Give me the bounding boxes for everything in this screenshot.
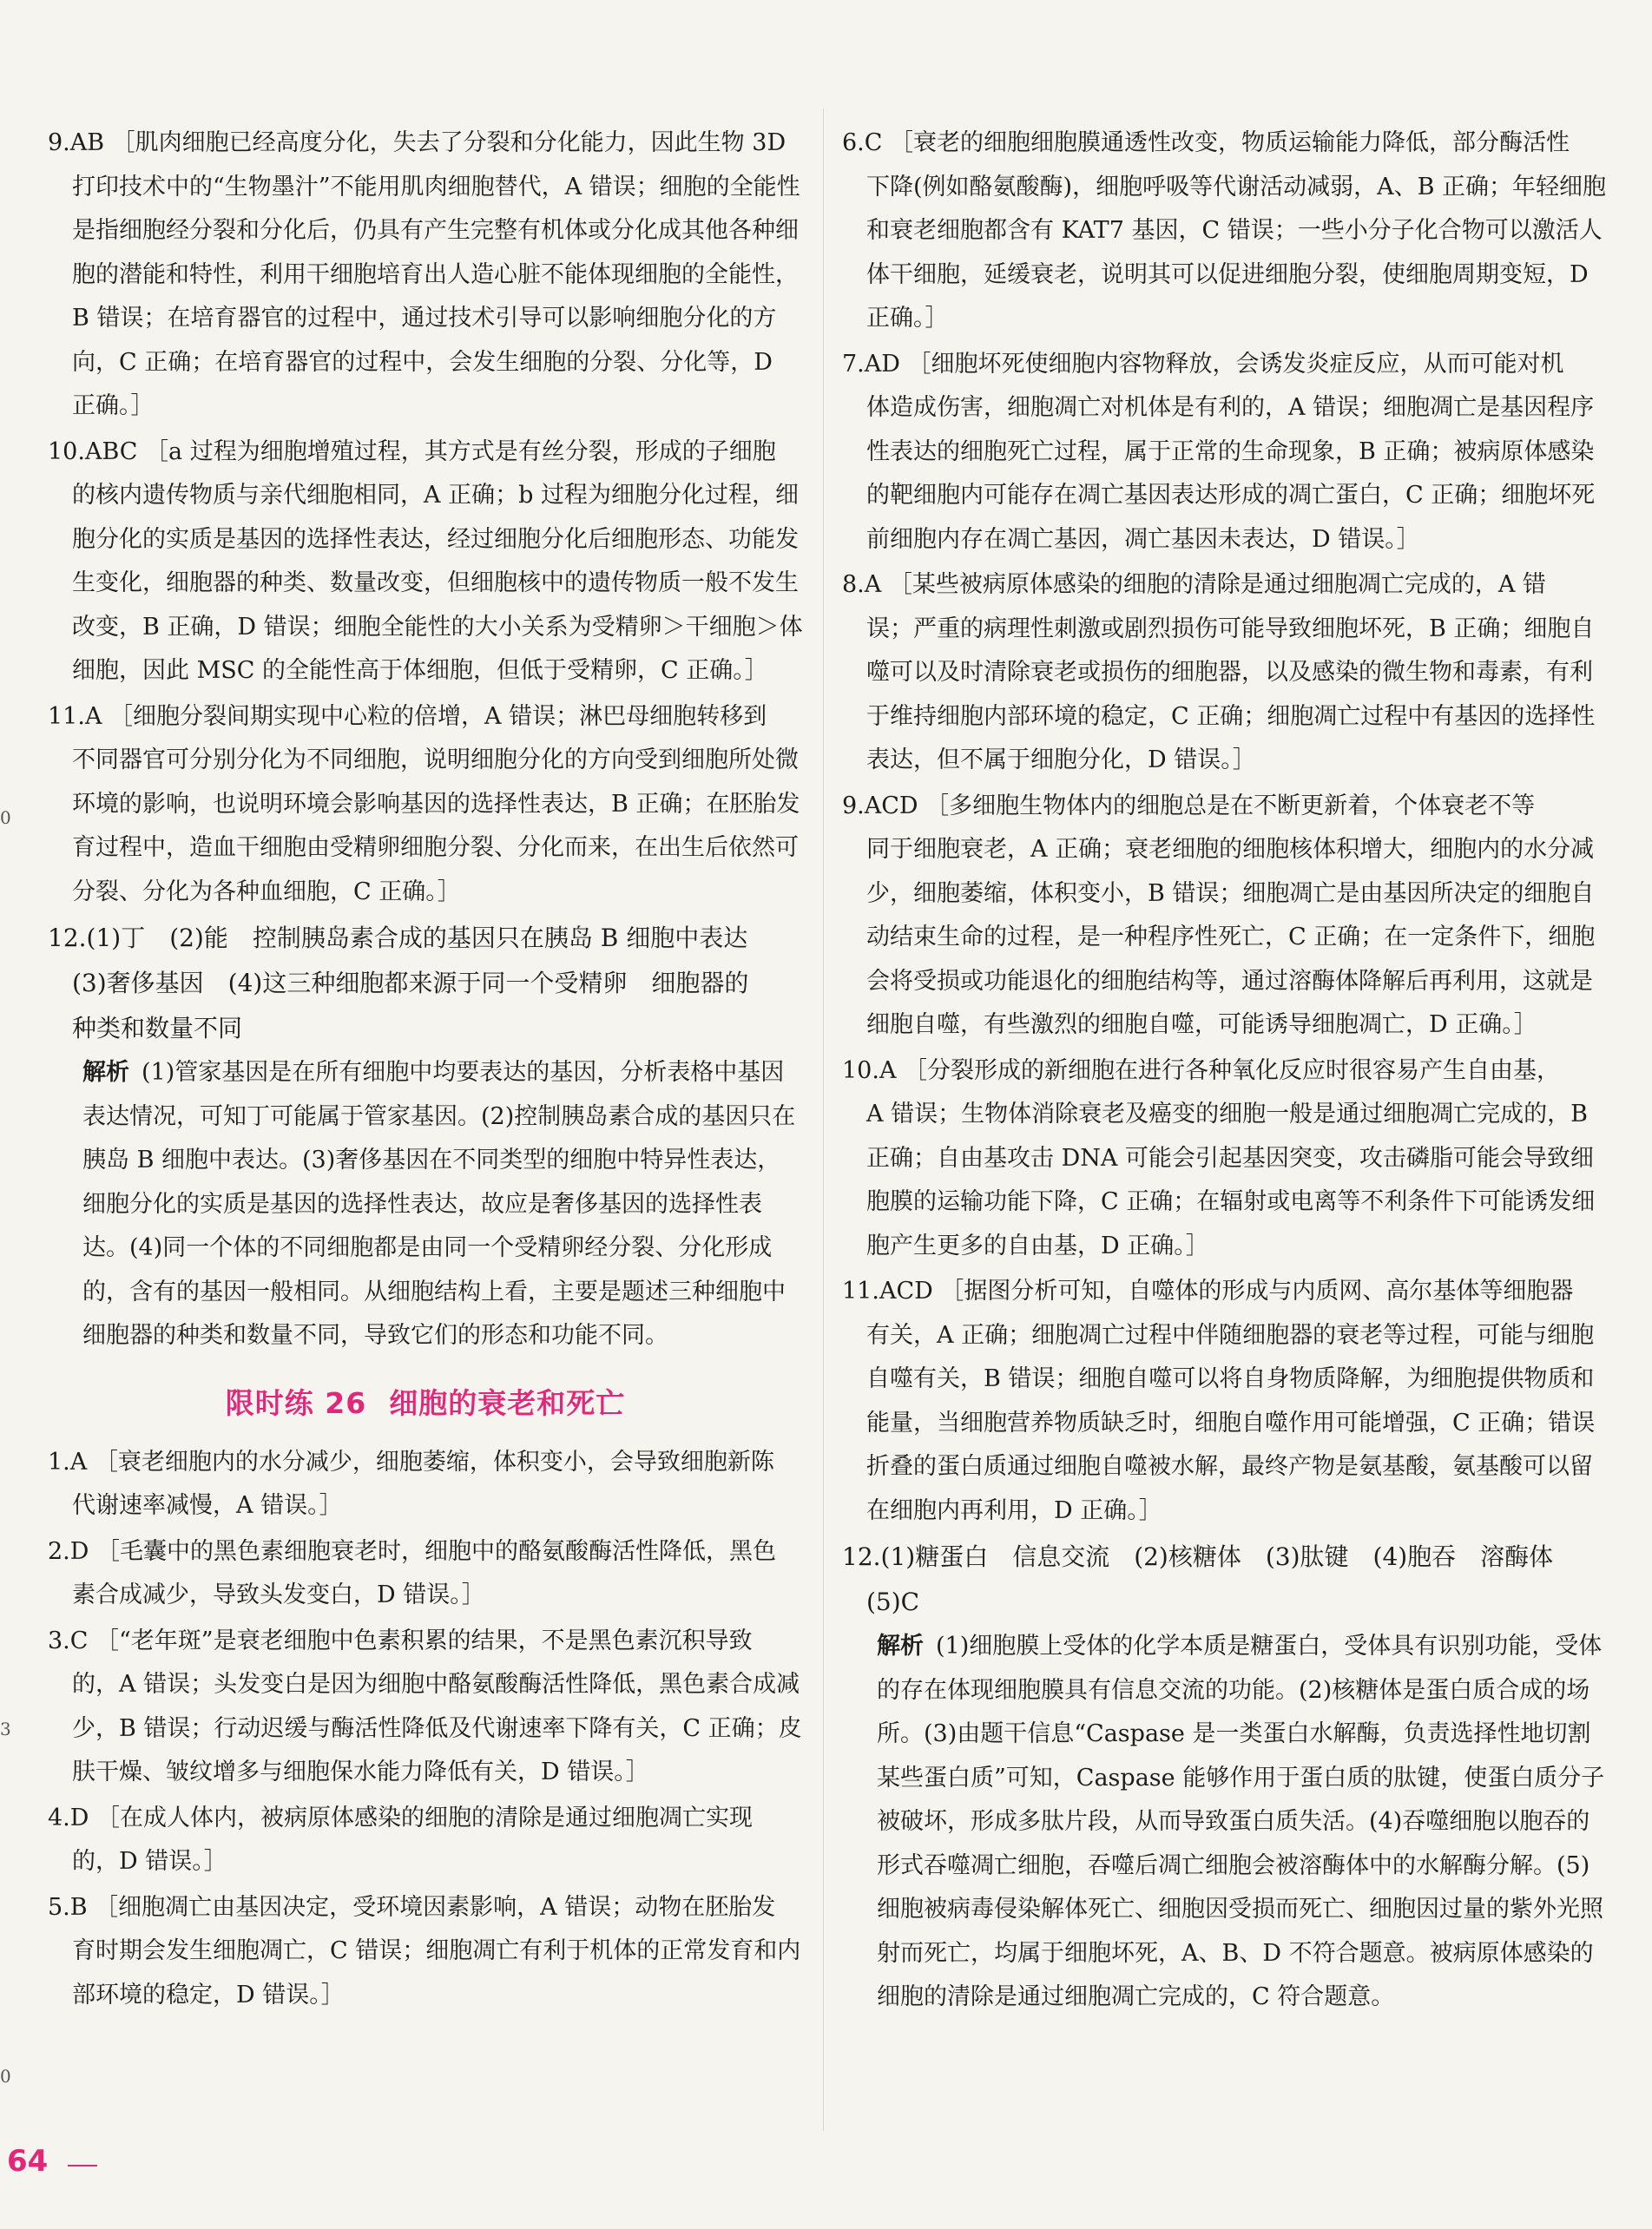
answer-first-line: 6.C ［衰老的细胞细胞膜通透性改变，物质运输能力降低，部分酶活性	[842, 129, 1570, 156]
answer-explanation: 打印技术中的“生物墨汁”不能用肌肉细胞替代，A 错误；细胞的全能性是指细胞经分裂和分化后，仍具有产生完整有机体或分化成其他各种细胞的潜能和特性，利用干细胞培育出人造心脏不能体现细胞的全能性，B 错误；在培育器官的过程中，通过技术引导可以影响细胞分化的方向，C 正确；在培育器官的过程中，会发生细胞的分裂、分化等，D 正确。］	[72, 173, 800, 419]
answer-entry	[842, 563, 1606, 783]
answer-entry	[842, 1270, 1606, 1533]
answer-entry	[48, 122, 803, 429]
answer-explanation: 的，D 错误。］	[72, 1848, 227, 1875]
answer-12-line: 12.(1)糖蛋白 信息交流 (2)核糖体 (3)肽键 (4)胞吞 溶酶体	[842, 1542, 1554, 1571]
answer-explanation: 育时期会发生细胞凋亡，C 错误；细胞凋亡有利于机体的正常发育和内部环境的稳定，D 错误。］	[72, 1937, 801, 2009]
answer-explanation: 的核内遗传物质与亲代细胞相同，A 正确；b 过程为细胞分化过程，细胞分化的实质是基因的选择性表达，经过细胞分化后细胞形态、功能发生变化，细胞器的种类、数量改变，但细胞核中的遗传物质一般不发生改变，B 正确，D 错误；细胞全能性的大小关系为受精卵＞干细胞＞体细胞，因此 MSC 的全能性高于体细胞，但低于受精卵，C 正确。］	[72, 482, 803, 684]
section-title	[48, 1381, 803, 1422]
answer-first-line: 9.AB ［肌肉细胞已经高度分化，失去了分裂和分化能力，因此生物 3D	[48, 129, 787, 156]
answer-first-line: 2.D ［毛囊中的黑色素细胞衰老时，细胞中的酪氨酸酶活性降低，黑色	[48, 1537, 776, 1565]
answer-entry	[842, 785, 1606, 1048]
answer-first-line: 1.A ［衰老细胞内的水分减少，细胞萎缩，体积变小，会导致细胞新陈	[48, 1448, 774, 1476]
left-column	[48, 122, 803, 2019]
answer-explanation: 有关，A 正确；细胞凋亡过程中伴随细胞器的衰老等过程，可能与细胞自噬有关，B 错误；细胞自噬可以将自身物质降解，为细胞提供物质和能量，当细胞营养物质缺乏时，细胞自噬作用可能增强，C 正确；错误折叠的蛋白质通过细胞自噬被水解，最终产物是氨基酸，氨基酸可以留在细胞内再利用，D 正确。］	[866, 1321, 1596, 1524]
answer-explanation: 误；严重的病理性刺激或剧烈损伤可能导致细胞坏死，B 正确；细胞自噬可以及时清除衰老或损伤的细胞器，以及感染的微生物和毒素，有利于维持细胞内部环境的稳定，C 正确；细胞凋亡过程中有基因的选择性表达，但不属于细胞分化，D 错误。］	[866, 615, 1596, 773]
column-divider	[823, 108, 824, 2131]
answer-first-line: 3.C ［“老年斑”是衰老细胞中色素积累的结果，不是黑色素沉积导致	[48, 1627, 753, 1654]
answer-explanation: 代谢速率减慢，A 错误。］	[72, 1492, 343, 1519]
section-number: 限时练 26	[225, 1385, 367, 1420]
page-number-rule	[68, 2165, 97, 2167]
margin-mark: 0	[0, 807, 11, 828]
analysis-block	[48, 1051, 803, 1358]
answer-first-line: 4.D ［在成人体内，被病原体感染的细胞的清除是通过细胞凋亡实现	[48, 1804, 753, 1831]
answer-entry	[842, 1049, 1606, 1269]
analysis-label: 解析	[82, 1059, 129, 1086]
answer-12-line: 种类和数量不同	[72, 1014, 243, 1042]
answer-first-line: 10.A ［分裂形成的新细胞在进行各种氧化反应时很容易产生自由基，	[842, 1056, 1561, 1084]
answer-explanation: 素合成减少，导致头发变白，D 错误。］	[72, 1581, 485, 1608]
page-number: 64	[7, 2144, 49, 2179]
answer-entry	[48, 1620, 803, 1795]
answer-entry	[48, 695, 803, 915]
answer-entry	[842, 343, 1606, 562]
answer-12-line: 12.(1)丁 (2)能 控制胰岛素合成的基因只在胰岛 B 细胞中表达	[48, 924, 748, 952]
answer-first-line: 5.B ［细胞凋亡由基因决定，受环境因素影响，A 错误；动物在胚胎发	[48, 1893, 776, 1921]
margin-mark: 0	[0, 2066, 11, 2087]
answer-explanation: 的，A 错误；头发变白是因为细胞中酪氨酸酶活性降低，黑色素合成减少，B 错误；行动迟缓与酶活性降低及代谢速率下降有关，C 正确；皮肤干燥、皱纹增多与细胞保水能力降低有关，D 错误。］	[72, 1671, 802, 1785]
answer-entry	[48, 431, 803, 694]
answer-explanation: 下降(例如酪氨酸酶)，细胞呼吸等代谢活动减弱，A、B 正确；年轻细胞和衰老细胞都含有 KAT7 基因，C 错误；一些小分子化合物可以激活人体干细胞，延缓衰老，说明其可以促进细胞分裂，使细胞周期变短，D 正确。］	[866, 173, 1606, 332]
answer-12-line: (5)C	[866, 1588, 920, 1616]
answer-12-line: (3)奢侈基因 (4)这三种细胞都来源于同一个受精卵 细胞器的	[72, 969, 749, 997]
answer-entry	[48, 1530, 803, 1618]
answer-entry	[48, 1441, 803, 1529]
right-column	[842, 122, 1606, 2020]
analysis-text: (1)管家基因是在所有细胞中均要表达的基因，分析表格中基因表达情况，可知丁可能属于管家基因。(2)控制胰岛素合成的基因只在胰岛 B 细胞中表达。(3)奢侈基因在不同类型的细胞中特异性表达，细胞分化的实质是基因的选择性表达，故应是奢侈基因的选择性表达。(4)同一个体的不同细胞都是由同一个受精卵经分裂、分化形成的，含有的基因一般相同。从细胞结构上看，主要是题述三种细胞中细胞器的种类和数量不同，导致它们的形态和功能不同。	[82, 1059, 796, 1349]
answer-entry	[48, 1886, 803, 2018]
answer-first-line: 11.A ［细胞分裂间期实现中心粒的倍增，A 错误；淋巴母细胞转移到	[48, 702, 767, 730]
answer-12-block	[48, 916, 803, 1051]
answer-entry	[842, 122, 1606, 341]
answer-explanation: A 错误；生物体消除衰老及癌变的细胞一般是通过细胞凋亡完成的，B 正确；自由基攻击 DNA 可能会引起基因突变，攻击磷脂可能会导致细胞膜的运输功能下降，C 正确；在辐射或电离等不利条件下可能诱发细胞产生更多的自由基，D 正确。］	[866, 1101, 1596, 1259]
answer-entry	[48, 1797, 803, 1884]
answer-first-line: 9.ACD ［多细胞生物体内的细胞总是在不断更新着，个体衰老不等	[842, 792, 1536, 819]
analysis-label: 解析	[877, 1633, 924, 1660]
answer-first-line: 8.A ［某些被病原体感染的细胞的清除是通过细胞凋亡完成的，A 错	[842, 571, 1546, 598]
answer-explanation: 不同器官可分别分化为不同细胞，说明细胞分化的方向受到细胞所处微环境的影响，也说明环境会影响基因的选择性表达，B 正确；在胚胎发育过程中，造血干细胞由受精卵细胞分裂、分化而来，在出生后依然可分裂、分化为各种血细胞，C 正确。］	[72, 746, 800, 905]
answer-first-line: 11.ACD ［据图分析可知，自噬体的形成与内质网、高尔基体等细胞器	[842, 1278, 1574, 1305]
answer-first-line: 10.ABC ［a 过程为细胞增殖过程，其方式是有丝分裂，形成的子细胞	[48, 437, 776, 465]
analysis-block	[842, 1625, 1606, 2020]
analysis-text: (1)细胞膜上受体的化学本质是糖蛋白，受体具有识别功能，受体的存在体现细胞膜具有信息交流的功能。(2)核糖体是蛋白质合成的场所。(3)由题干信息“Caspase 是一类蛋白水解酶，负责选择性地切割某些蛋白质”可知，Caspase 能够作用于蛋白质的肽键，使蛋白质分子被破坏，形成多肽片段，从而导致蛋白质失活。(4)吞噬细胞以胞吞的形式吞噬凋亡细胞，吞噬后凋亡细胞会被溶酶体中的水解酶分解。(5)细胞被病毒侵染解体死亡、细胞因受损而死亡、细胞因过量的紫外光照射而死亡，均属于细胞坏死，A、B、D 不符合题意。被病原体感染的细胞的清除是通过细胞凋亡完成的，C 符合题意。	[877, 1633, 1605, 2010]
answer-explanation: 同于细胞衰老，A 正确；衰老细胞的细胞核体积增大，细胞内的水分减少，细胞萎缩，体积变小，B 错误；细胞凋亡是由基因所决定的细胞自动结束生命的过程，是一种程序性死亡，C 正确；在一定条件下，细胞会将受损或功能退化的细胞结构等，通过溶酶体降解后再利用，这就是细胞自噬，有些激烈的细胞自噬，可能诱导细胞凋亡，D 正确。］	[866, 836, 1596, 1038]
answer-first-line: 7.AD ［细胞坏死使细胞内容物释放，会诱发炎症反应，从而可能对机	[842, 350, 1564, 378]
answer-explanation: 体造成伤害，细胞凋亡对机体是有利的，A 错误；细胞凋亡是基因程序性表达的细胞死亡过程，属于正常的生命现象，B 正确；被病原体感染的靶细胞内可能存在凋亡基因表达形成的凋亡蛋白，C 正确；细胞坏死前细胞内存在凋亡基因，凋亡基因未表达，D 错误。］	[866, 394, 1596, 553]
margin-mark: 3	[0, 1719, 11, 1739]
answer-12-block	[842, 1535, 1606, 1625]
section-heading: 细胞的衰老和死亡	[389, 1385, 626, 1420]
